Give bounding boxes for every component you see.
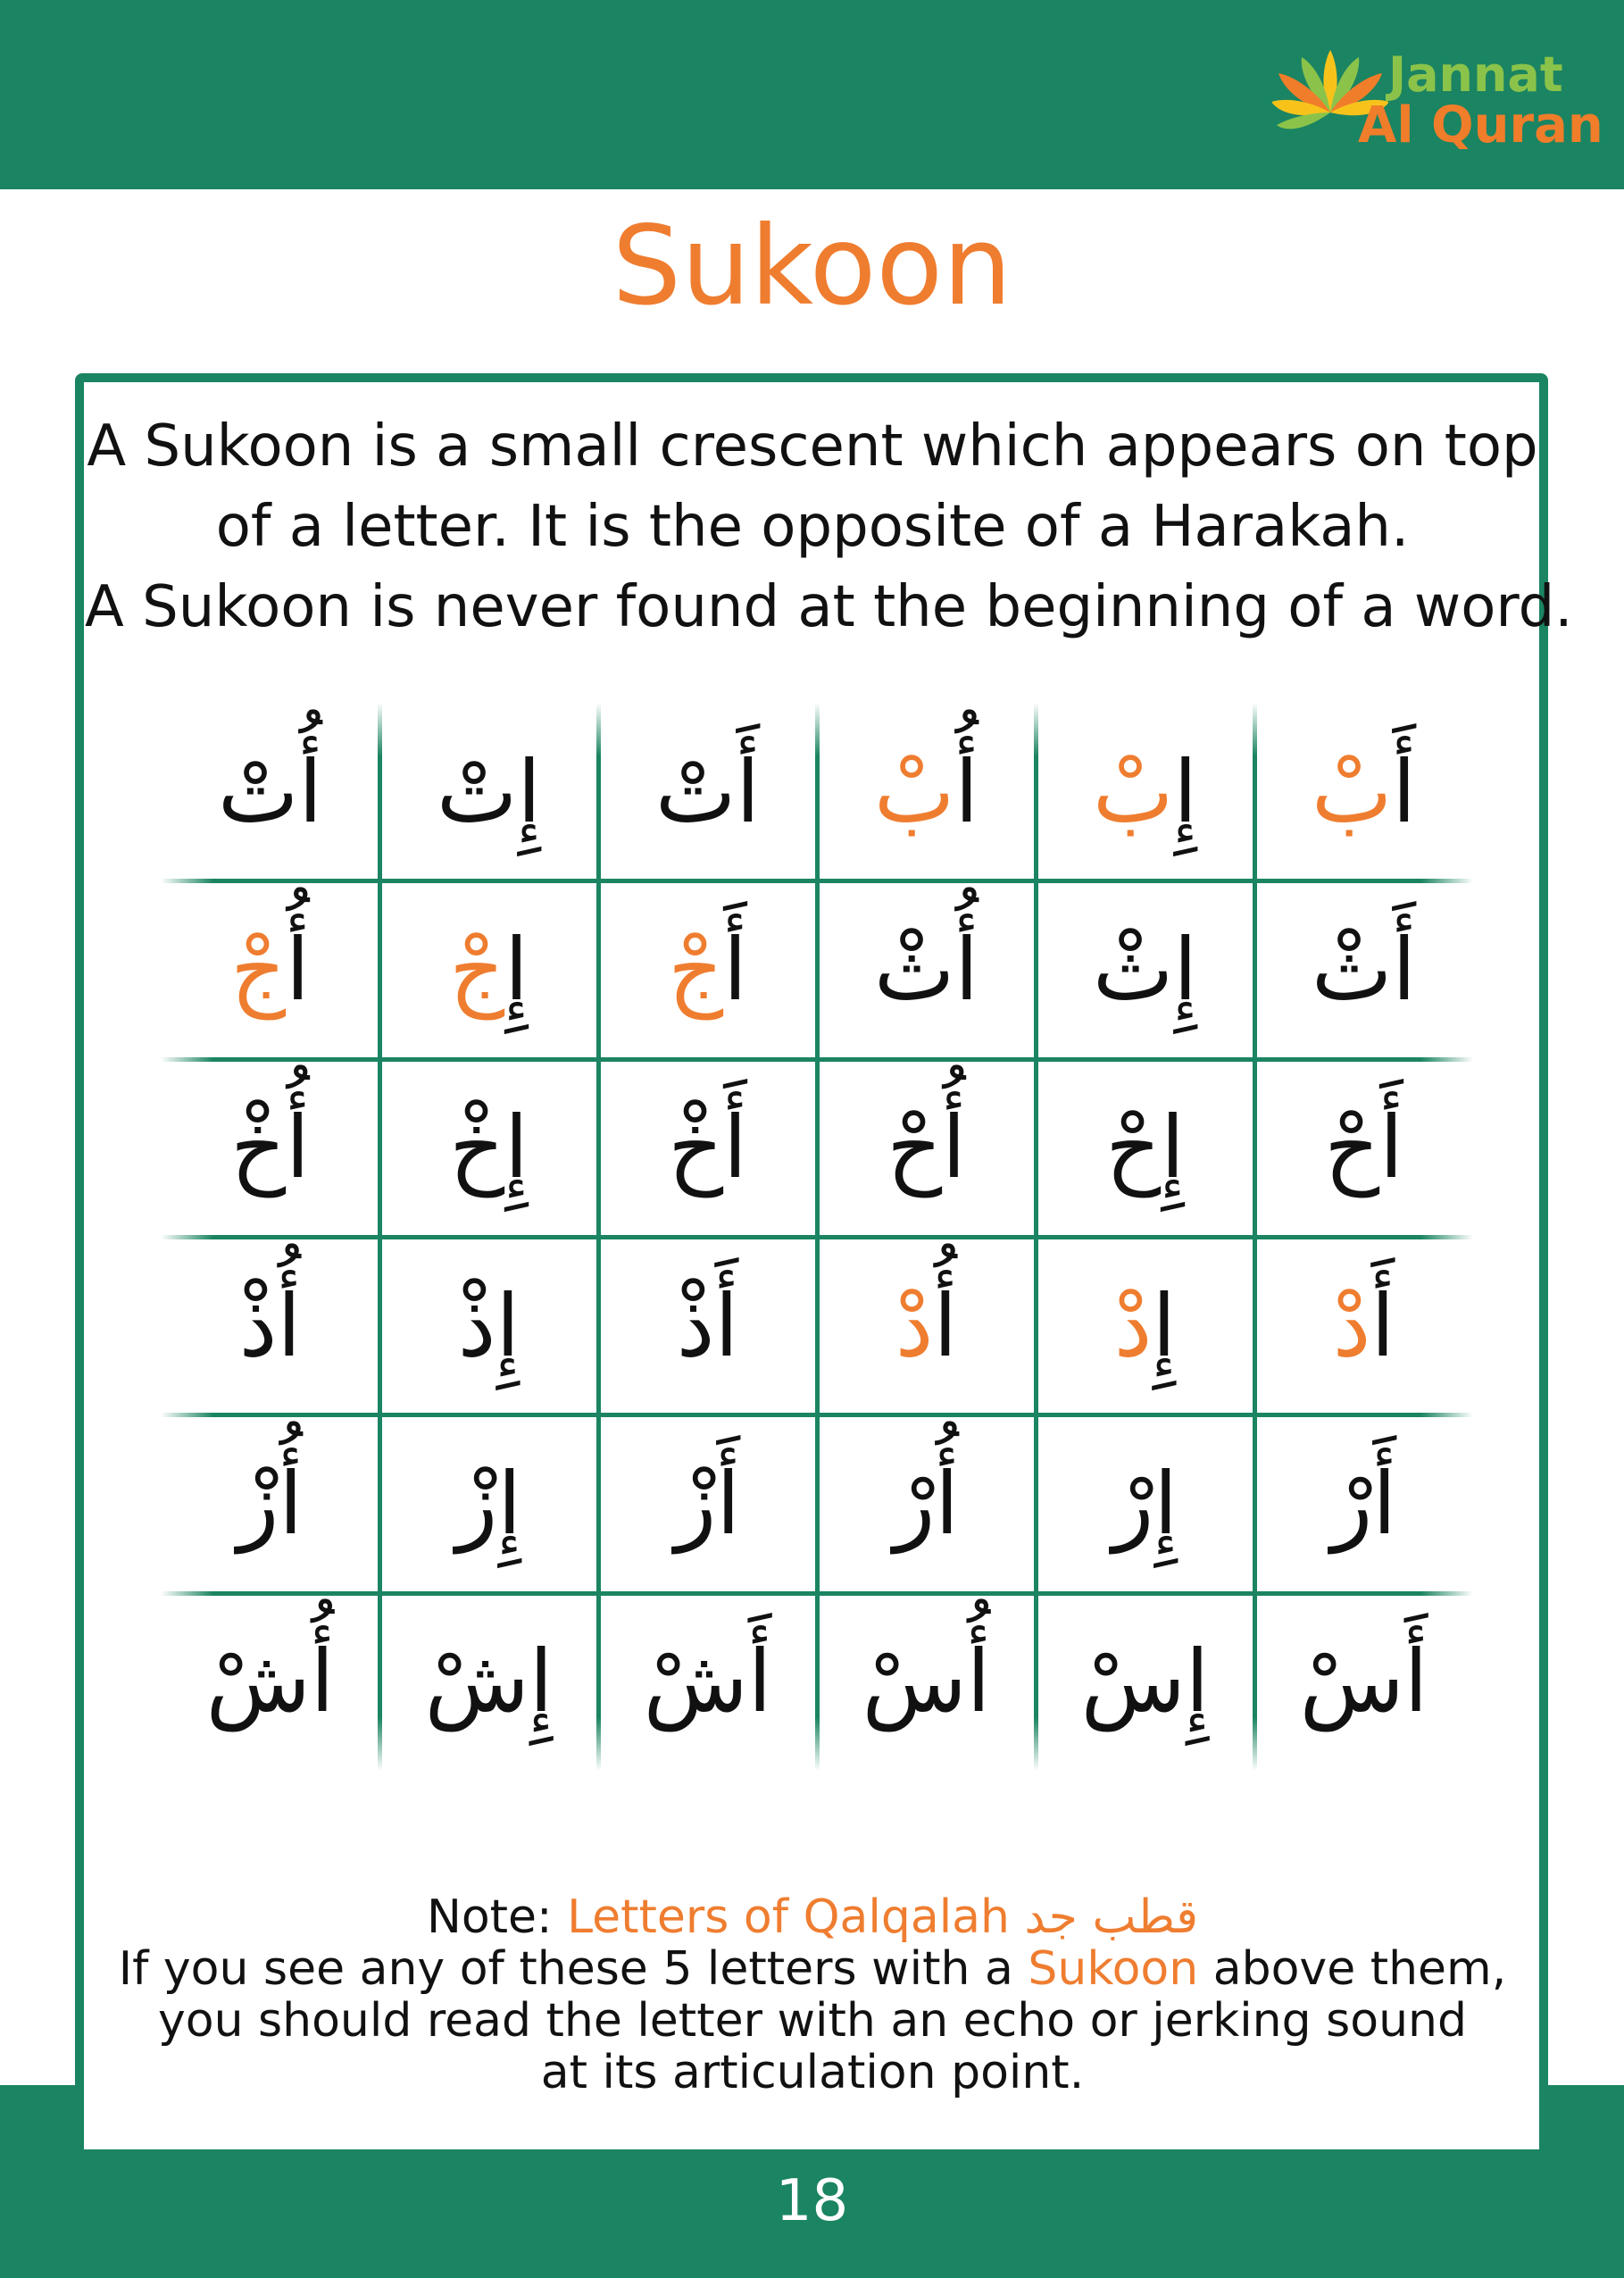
letter-cell [817, 880, 1036, 1058]
note-highlight: Letters of Qalqalah قطب جد [567, 1890, 1199, 1944]
sukoon-letter: رْ [893, 1453, 936, 1554]
sukoon-letter: تْ [654, 741, 737, 842]
qalqalah-letter: جْ [230, 919, 287, 1020]
sukoon-letter: ثْ [1092, 919, 1174, 1020]
hamza-vowel: أَ [1379, 1097, 1403, 1198]
letter-cell [161, 1414, 379, 1592]
letter-cell [161, 880, 379, 1058]
sukoon-letter: شْ [205, 1631, 311, 1732]
sukoon-letter: زْ [237, 1453, 279, 1554]
sukoon-letter: ذْ [676, 1275, 715, 1376]
sukoon-letter: خْ [668, 1097, 724, 1198]
qalqalah-letter: جْ [449, 919, 505, 1020]
qalqalah-letter: بْ [1092, 741, 1174, 842]
hamza-vowel: أَ [1370, 1275, 1395, 1376]
letter-cell [161, 1237, 379, 1414]
letter-cell [161, 1593, 379, 1771]
letter-cell [1254, 880, 1473, 1058]
letter-cell [598, 1059, 817, 1237]
letter-cell [161, 703, 379, 880]
hamza-vowel: أُ [966, 1631, 991, 1732]
hamza-vowel: أُ [286, 919, 310, 1020]
hamza-vowel: إِ [529, 1631, 554, 1732]
sukoon-letter: شْ [643, 1631, 748, 1732]
hamza-vowel: أَ [716, 1453, 741, 1554]
letter-cell [1254, 703, 1473, 880]
intro-line: of a letter. It is the opposite of a Harakah. [215, 494, 1410, 560]
letter-cell [379, 1593, 598, 1771]
hamza-vowel: أُ [277, 1275, 302, 1376]
hamza-vowel: أَ [736, 741, 761, 842]
sukoon-letter: ثْ [873, 919, 955, 1020]
letter-cell [817, 1593, 1036, 1771]
letter-cell [1036, 1237, 1254, 1414]
letter-cell [379, 703, 598, 880]
letter-cell [817, 1414, 1036, 1592]
hamza-vowel: أَ [1372, 1453, 1397, 1554]
hamza-vowel: أَ [714, 1275, 739, 1376]
letter-cell [379, 1059, 598, 1237]
hamza-vowel: إِ [504, 1097, 529, 1198]
hamza-vowel: أُ [310, 1631, 335, 1732]
sukoon-letter: سْ [862, 1631, 967, 1732]
hamza-vowel: أُ [279, 1453, 304, 1554]
letter-grid [161, 703, 1473, 1771]
letter-cell [598, 1237, 817, 1414]
letter-cell [379, 880, 598, 1058]
note-sukoon-highlight: Sukoon [1028, 1942, 1199, 1996]
sukoon-letter: رْ [1112, 1453, 1154, 1554]
hamza-vowel: أُ [286, 1097, 310, 1198]
hamza-vowel: أُ [298, 741, 323, 842]
hamza-vowel: أَ [1392, 741, 1417, 842]
hamza-vowel: إِ [496, 1275, 521, 1376]
qalqalah-letter: جْ [668, 919, 724, 1020]
letter-cell [817, 703, 1036, 880]
qalqalah-note [85, 1891, 1540, 2099]
qalqalah-letter: بْ [873, 741, 955, 842]
letter-cell [598, 880, 817, 1058]
letter-cell [1254, 1414, 1473, 1592]
hamza-vowel: أُ [954, 919, 979, 1020]
letter-cell [1036, 1059, 1254, 1237]
letter-cell [1036, 880, 1254, 1058]
hamza-vowel: إِ [1152, 1275, 1177, 1376]
hamza-vowel: أُ [942, 1097, 966, 1198]
letter-cell [598, 1593, 817, 1771]
hamza-vowel: أُ [933, 1275, 958, 1376]
sukoon-letter: رْ [1330, 1453, 1373, 1554]
page-number: 18 [775, 2168, 849, 2234]
page-title: Sukoon [612, 203, 1012, 330]
sukoon-letter: زْ [455, 1453, 498, 1554]
intro-paragraph [85, 406, 1573, 647]
note-line-4: at its articulation point. [540, 2046, 1085, 2099]
sukoon-letter: حْ [1105, 1097, 1162, 1198]
sukoon-letter: سْ [1299, 1631, 1404, 1732]
note-line-3: you should read the letter with an echo or jerking sound [157, 1994, 1467, 2048]
hamza-vowel: أَ [1403, 1631, 1428, 1732]
sukoon-letter: حْ [887, 1097, 943, 1198]
letter-cell [1036, 1593, 1254, 1771]
note-text: If you see any of these 5 letters with a [118, 1942, 1029, 1996]
hamza-vowel: أَ [723, 1097, 747, 1198]
letter-cell [817, 1237, 1036, 1414]
sukoon-letter: ثْ [1311, 919, 1393, 1020]
letter-cell [1254, 1593, 1473, 1771]
hamza-vowel: أَ [723, 919, 747, 1020]
qalqalah-letter: دْ [895, 1275, 934, 1376]
qalqalah-letter: دْ [1332, 1275, 1371, 1376]
letter-cell [379, 1237, 598, 1414]
sukoon-letter: خْ [449, 1097, 505, 1198]
hamza-vowel: إِ [1185, 1631, 1210, 1732]
letter-cell [379, 1414, 598, 1592]
note-label: Note: [426, 1890, 553, 1944]
sukoon-letter: ذْ [457, 1275, 496, 1376]
sukoon-letter: شْ [424, 1631, 529, 1732]
sukoon-letter: سْ [1080, 1631, 1186, 1732]
letter-cell [817, 1059, 1036, 1237]
sukoon-letter: زْ [674, 1453, 717, 1554]
hamza-vowel: إِ [497, 1453, 522, 1554]
qalqalah-letter: دْ [1113, 1275, 1153, 1376]
note-line-1 [85, 1891, 1540, 1943]
hamza-vowel: أُ [935, 1453, 960, 1554]
sukoon-letter: حْ [1324, 1097, 1380, 1198]
hamza-vowel: إِ [1173, 741, 1198, 842]
letter-cell [598, 703, 817, 880]
hamza-vowel: إِ [1173, 919, 1198, 1020]
letter-cell [161, 1059, 379, 1237]
qalqalah-letter: بْ [1311, 741, 1393, 842]
intro-line: A Sukoon is a small crescent which appears on top [87, 413, 1538, 480]
letter-cell [598, 1414, 817, 1592]
sukoon-letter: ذْ [238, 1275, 278, 1376]
letter-cell [1254, 1059, 1473, 1237]
sukoon-letter: تْ [217, 741, 299, 842]
hamza-vowel: أَ [1392, 919, 1417, 1020]
letter-cell [1254, 1237, 1473, 1414]
hamza-vowel: إِ [1161, 1097, 1185, 1198]
hamza-vowel: إِ [517, 741, 542, 842]
note-text: above them, [1198, 1942, 1507, 1996]
hamza-vowel: أَ [747, 1631, 772, 1732]
hamza-vowel: إِ [1153, 1453, 1178, 1554]
hamza-vowel: إِ [504, 919, 529, 1020]
hamza-vowel: أُ [954, 741, 979, 842]
intro-line: A Sukoon is never found at the beginning of a word. [85, 574, 1573, 640]
brand-logo [1272, 36, 1603, 161]
note-line-2 [85, 1943, 1540, 1995]
letter-cell [1036, 1414, 1254, 1592]
logo-text-jannat: Jannat [1388, 46, 1563, 103]
letter-cell [1036, 703, 1254, 880]
sukoon-letter: تْ [436, 741, 518, 842]
sukoon-letter: خْ [230, 1097, 287, 1198]
logo-text-al-quran: Al Quran [1358, 96, 1603, 154]
